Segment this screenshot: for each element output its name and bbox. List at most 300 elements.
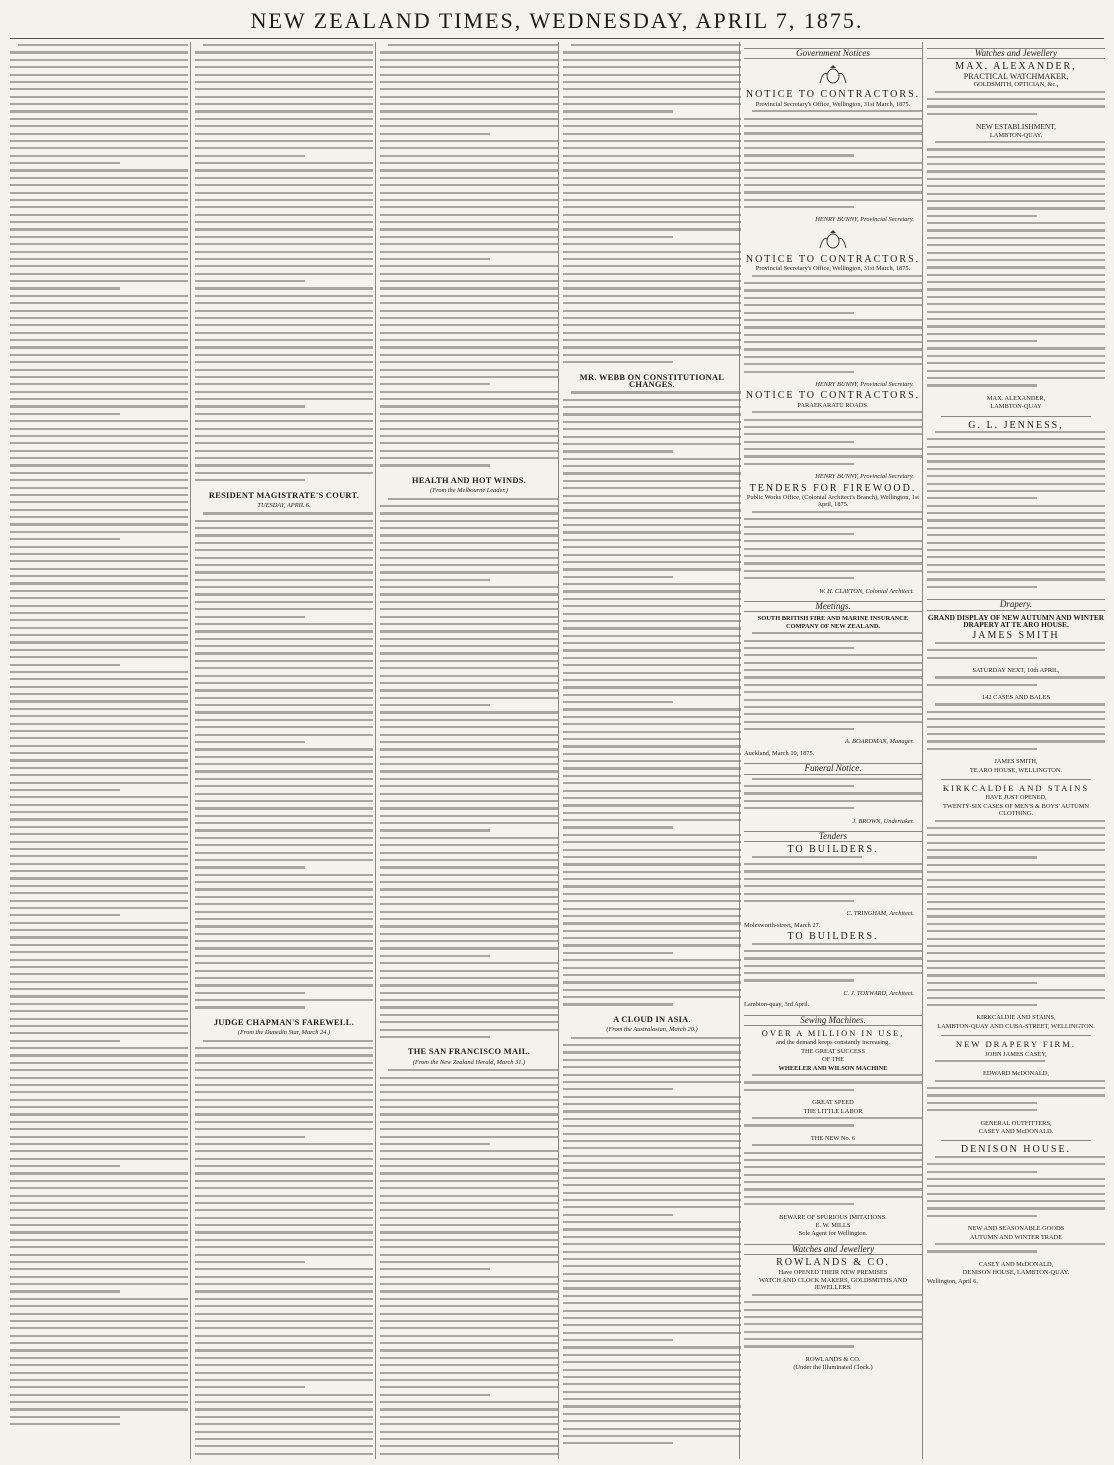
text-line (563, 502, 741, 504)
text-line (203, 512, 373, 514)
text-line (195, 236, 373, 238)
text-line (10, 133, 188, 135)
text-line (744, 555, 922, 557)
text-line (10, 1195, 188, 1197)
text-line (195, 874, 373, 876)
text-line (927, 347, 1105, 349)
text-line (744, 713, 922, 715)
text-line (195, 214, 373, 216)
text-line (10, 966, 188, 968)
text-line (10, 509, 188, 511)
text-line (10, 730, 188, 732)
cloud-heading: A CLOUD IN ASIA. (613, 1014, 691, 1024)
text-line (563, 332, 741, 334)
text-line (927, 325, 1105, 327)
text-line (744, 348, 922, 350)
text-line (380, 947, 558, 949)
text-line (10, 1165, 120, 1167)
text-line (563, 819, 741, 821)
text-line (10, 1047, 188, 1049)
text-line (10, 708, 188, 710)
alexander-ad-signature: MAX. ALEXANDER, (986, 394, 1046, 402)
text-line (744, 570, 922, 572)
text-line (195, 1283, 373, 1285)
text-line (10, 110, 188, 112)
text-line (10, 1379, 188, 1381)
denison-ad-title: DENISON HOUSE. (960, 1144, 1072, 1156)
text-line (752, 110, 922, 112)
judge-farewell-heading: JUDGE CHAPMAN'S FAREWELL. (213, 1017, 355, 1027)
text-line (10, 383, 188, 385)
text-line (927, 893, 1105, 895)
text-line (380, 992, 558, 994)
text-line (563, 885, 741, 887)
text-line (195, 1372, 373, 1374)
alexander-ad-line2: PRACTICAL WATCHMAKER, (963, 71, 1069, 81)
text-line (927, 930, 1105, 932)
text-line (380, 675, 558, 677)
text-line (195, 1062, 373, 1064)
text-line (744, 950, 922, 952)
text-line (380, 1239, 558, 1241)
text-line (380, 177, 558, 179)
text-line (10, 258, 188, 260)
text-line (10, 568, 188, 570)
text-line (195, 376, 373, 378)
text-line (563, 324, 741, 326)
text-line (744, 433, 922, 435)
text-line (195, 896, 373, 898)
text-line (927, 193, 1105, 195)
text-line (380, 704, 490, 706)
text-line (195, 704, 373, 706)
text-line (380, 192, 558, 194)
text-line (744, 577, 854, 579)
meeting-notice-text (744, 632, 922, 735)
government-notices-header: Government Notices (744, 48, 922, 59)
text-line (380, 184, 558, 186)
sewing-ad-beware: BEWARE OF SPURIOUS IMITATIONS. (779, 1213, 887, 1221)
text-line (10, 605, 188, 607)
text-line (744, 1345, 854, 1347)
text-line (927, 1094, 1105, 1096)
text-line (752, 943, 922, 945)
text-line (195, 1254, 373, 1256)
text-line (195, 1438, 373, 1440)
text-line (195, 74, 373, 76)
text-line (927, 370, 1105, 372)
text-line (744, 965, 922, 967)
text-line (195, 697, 373, 699)
text-line (380, 310, 558, 312)
text-line (195, 354, 373, 356)
text-line (195, 1327, 373, 1329)
text-line (195, 763, 373, 765)
text-line (195, 1313, 373, 1315)
text-line (195, 770, 373, 772)
text-line (380, 155, 558, 157)
text-line (380, 332, 558, 334)
text-line (10, 929, 188, 931)
text-line (10, 1091, 188, 1093)
text-line (195, 332, 373, 334)
text-line (563, 1110, 741, 1112)
text-line (744, 441, 854, 443)
text-line (380, 110, 558, 112)
text-line (195, 682, 373, 684)
new-firm-ad-name2: EDWARD McDONALD, (982, 1070, 1050, 1078)
text-line (10, 988, 188, 990)
text-line (563, 1044, 741, 1046)
text-line (10, 1032, 188, 1034)
text-line (563, 900, 741, 902)
text-line (744, 426, 922, 428)
text-line (744, 1152, 922, 1154)
text-line (927, 726, 1105, 728)
text-line (744, 341, 922, 343)
text-line (195, 177, 373, 179)
text-line (195, 748, 373, 750)
text-line (744, 118, 922, 120)
text-line (744, 654, 922, 656)
text-line (195, 88, 373, 90)
text-line (10, 81, 188, 83)
text-line (195, 1386, 305, 1388)
text-line (744, 1301, 922, 1303)
sewing-ad-line5: WHEELER AND WILSON MACHINE (778, 1064, 888, 1072)
kirkcaldie-ad-line2: HAVE JUST OPENED, (985, 794, 1047, 802)
text-line (380, 354, 558, 356)
smith-ad-address: TE ARO HOUSE, WELLINGTON. (969, 766, 1063, 774)
text-line (563, 568, 741, 570)
text-line (927, 105, 1105, 107)
text-line (380, 1276, 558, 1278)
text-line (380, 608, 558, 610)
text-line (380, 214, 558, 216)
text-line (744, 356, 922, 358)
text-line (563, 133, 741, 135)
text-line (380, 428, 558, 430)
text-line (195, 383, 373, 385)
builders-tender-2-title: TO BUILDERS. (787, 931, 879, 943)
text-line (195, 852, 373, 854)
text-line (927, 252, 1105, 254)
text-line (195, 630, 373, 632)
text-line (927, 244, 1105, 246)
text-line (744, 1181, 922, 1183)
text-line (744, 540, 922, 542)
text-line (563, 96, 741, 98)
mail-text (380, 1069, 558, 1459)
text-line (563, 1169, 741, 1171)
text-line (10, 251, 188, 253)
text-line (380, 1438, 558, 1440)
text-line (195, 1231, 373, 1233)
text-line (195, 1342, 373, 1344)
text-line (744, 533, 854, 535)
text-line (563, 760, 741, 762)
text-line (927, 871, 1105, 873)
text-line (195, 1445, 373, 1447)
text-line (195, 918, 373, 920)
text-line (195, 785, 373, 787)
text-line (10, 553, 188, 555)
text-line (380, 413, 558, 415)
text-line (10, 1327, 188, 1329)
text-line (195, 829, 373, 831)
text-line (380, 586, 558, 588)
text-line (563, 214, 741, 216)
text-line (380, 623, 558, 625)
text-line (195, 280, 305, 282)
text-line (380, 579, 490, 581)
text-line (195, 1150, 373, 1152)
text-line (380, 435, 558, 437)
text-line (195, 81, 373, 83)
text-line (10, 413, 120, 415)
text-line (10, 169, 188, 171)
text-line (935, 1156, 1105, 1158)
text-line (10, 472, 188, 474)
text-line (563, 88, 741, 90)
contractors-notice-3-title: NOTICE TO CONTRACTORS. (745, 390, 921, 402)
text-line (195, 667, 373, 669)
text-line (195, 457, 373, 459)
text-line (195, 1106, 373, 1108)
text-line (744, 1188, 922, 1190)
text-line (10, 745, 188, 747)
text-line (195, 1276, 373, 1278)
sewing-machines-header: Sewing Machines. (744, 1015, 922, 1026)
text-line (10, 870, 188, 872)
text-line (10, 1364, 188, 1366)
text-line (10, 487, 188, 489)
column-6 (927, 42, 1105, 1459)
new-firm-ad-name1: JOHN JAMES CASEY, (985, 1050, 1047, 1058)
text-line (195, 169, 373, 171)
text-line (927, 333, 1105, 335)
text-line (744, 1323, 922, 1325)
new-firm-ad-signature: CASEY AND McDONALD. (978, 1127, 1054, 1135)
text-line (927, 1004, 1037, 1006)
text-line (744, 807, 854, 809)
text-line (195, 984, 373, 986)
text-line (380, 1357, 558, 1359)
funeral-notice-header: Funeral Notice. (744, 763, 922, 774)
text-line (195, 638, 373, 640)
text-line (10, 103, 188, 105)
text-line (927, 311, 1105, 313)
text-line (380, 1408, 558, 1410)
column-2 (195, 42, 373, 1459)
text-line (380, 450, 558, 452)
text-line (927, 237, 1105, 239)
text-line (927, 1087, 1105, 1089)
text-line (563, 826, 673, 828)
text-line (10, 1150, 188, 1152)
text-line (563, 1265, 741, 1267)
text-line (195, 369, 373, 371)
text-line (10, 1305, 188, 1307)
column-divider (558, 42, 559, 1459)
text-line (10, 767, 188, 769)
text-line (380, 756, 558, 758)
text-line (927, 974, 1105, 976)
text-line (195, 1202, 373, 1204)
text-line (380, 1113, 558, 1115)
text-line (380, 711, 558, 713)
text-line (563, 1118, 741, 1120)
text-line (563, 841, 741, 843)
text-line (744, 863, 922, 865)
text-line (380, 1445, 558, 1447)
text-line (563, 228, 741, 230)
text-line (563, 613, 741, 615)
text-line (195, 1187, 373, 1189)
text-line (380, 616, 558, 618)
text-line (563, 1258, 741, 1260)
text-line (563, 81, 741, 83)
text-line (380, 258, 490, 260)
smith-ad-text-2 (927, 676, 1105, 691)
text-line (563, 974, 741, 976)
text-line (744, 297, 922, 299)
text-line (10, 855, 188, 857)
text-line (927, 915, 1105, 917)
text-line (195, 1268, 373, 1270)
text-line (380, 1202, 558, 1204)
text-line (380, 1006, 558, 1008)
text-line (927, 497, 1037, 499)
text-line (10, 361, 188, 363)
text-line (195, 464, 373, 466)
text-line (10, 494, 188, 496)
text-line (380, 999, 558, 1001)
text-line (10, 995, 188, 997)
text-line (195, 711, 373, 713)
text-line (563, 664, 741, 666)
text-line (380, 866, 558, 868)
builders-tender-1-title: TO BUILDERS. (787, 844, 879, 856)
resident-court-heading: RESIDENT MAGISTRATE'S COURT. (208, 490, 360, 500)
text-line (380, 697, 558, 699)
text-line (744, 893, 922, 895)
text-line (10, 74, 188, 76)
text-line (563, 354, 741, 356)
text-line (380, 1195, 558, 1197)
text-line (563, 184, 741, 186)
text-line (563, 1088, 673, 1090)
text-line (563, 701, 673, 703)
text-line (563, 775, 741, 777)
text-line (744, 684, 922, 686)
text-line (744, 1196, 922, 1198)
firewood-tender-text (744, 511, 922, 585)
text-line (563, 436, 741, 438)
text-line (927, 1215, 1037, 1217)
text-line (380, 81, 558, 83)
text-line (563, 1155, 741, 1157)
text-line (563, 797, 741, 799)
text-line (380, 962, 558, 964)
funeral-notice-signature: J. BROWN, Undertaker. (852, 817, 914, 825)
rowlands-ad-line3: WATCH AND CLOCK MAKERS, GOLDSMITHS AND JEWELLERS. (758, 1276, 908, 1292)
text-line (563, 1125, 741, 1127)
text-line (195, 1209, 373, 1211)
text-line (10, 1099, 188, 1101)
text-line (563, 627, 741, 629)
text-line (563, 1051, 741, 1053)
text-line (195, 265, 373, 267)
text-line (10, 627, 188, 629)
text-line (380, 243, 558, 245)
text-line (380, 520, 558, 522)
text-line (195, 977, 373, 979)
text-line (10, 782, 188, 784)
text-line (744, 199, 922, 201)
text-line (10, 796, 188, 798)
text-line (927, 534, 1105, 536)
text-line (380, 1187, 558, 1189)
text-line (195, 800, 373, 802)
text-line (563, 199, 741, 201)
text-line (380, 464, 490, 466)
text-line (195, 542, 373, 544)
text-line (380, 896, 558, 898)
text-line (195, 184, 373, 186)
text-line (18, 44, 188, 46)
contractors-notice-2-title: NOTICE TO CONTRACTORS. (745, 253, 921, 265)
text-line (927, 952, 1105, 954)
text-line (744, 184, 922, 186)
text-line (195, 1239, 373, 1241)
text-line (195, 1379, 373, 1381)
text-line (927, 229, 1105, 231)
text-line (203, 1040, 373, 1042)
text-line (752, 411, 922, 413)
text-line (195, 1069, 373, 1071)
text-line (563, 258, 741, 260)
text-line (380, 1372, 558, 1374)
mail-source: (From the New Zealand Herald, March 31.) (412, 1058, 526, 1066)
text-line (10, 774, 188, 776)
text-line (563, 989, 741, 991)
denison-ad-line3: AUTUMN AND WINTER TRADE (969, 1233, 1063, 1241)
text-line (563, 1391, 741, 1393)
text-line (10, 1128, 188, 1130)
text-line (380, 1077, 558, 1079)
text-line (195, 601, 373, 603)
text-line (571, 1037, 741, 1039)
text-line (195, 616, 305, 618)
text-line (927, 856, 1037, 858)
text-line (927, 163, 1105, 165)
text-line (744, 979, 854, 981)
alexander-ad-text-1 (927, 91, 1105, 121)
text-line (927, 578, 1105, 580)
text-line (744, 448, 922, 450)
text-line (380, 977, 558, 979)
text-line (195, 1364, 373, 1366)
contractors-notice-2-place: Provincial Secretary's Office, Wellington, 31st March, 1875. (755, 265, 911, 273)
text-line (563, 1339, 673, 1341)
text-line (10, 317, 188, 319)
text-line (10, 619, 188, 621)
text-line (927, 989, 1105, 991)
text-line (10, 1069, 188, 1071)
text-line (195, 66, 373, 68)
text-line (927, 923, 1105, 925)
